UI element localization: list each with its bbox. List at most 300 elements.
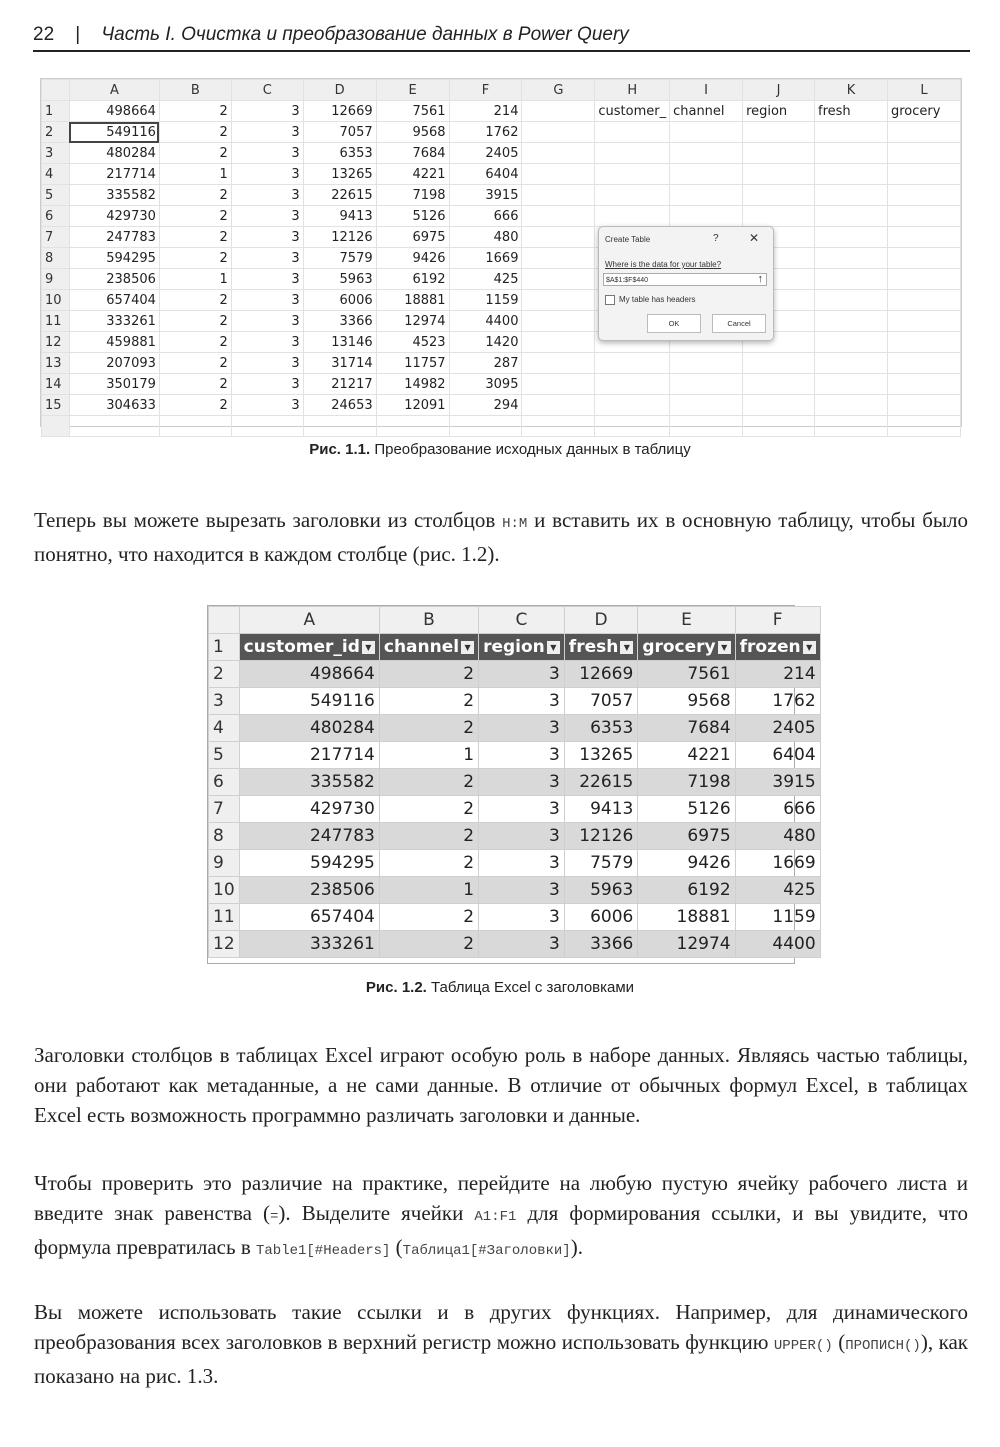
cell[interactable] (670, 374, 743, 395)
cell[interactable]: 9426 (376, 248, 449, 269)
cell[interactable]: 657404 (239, 904, 379, 931)
cell[interactable]: 3 (479, 715, 565, 742)
cell[interactable]: 11757 (376, 353, 449, 374)
cell[interactable]: 247783 (239, 823, 379, 850)
filter-dropdown-icon[interactable]: ▼ (362, 641, 375, 654)
filter-dropdown-icon[interactable]: ▼ (547, 641, 560, 654)
column-header-A[interactable]: A (69, 80, 159, 101)
cell[interactable]: 3 (231, 269, 303, 290)
cell[interactable]: 2 (159, 101, 231, 122)
cell[interactable]: 335582 (239, 769, 379, 796)
cell[interactable]: 2 (379, 904, 478, 931)
cell[interactable] (522, 353, 595, 374)
cell[interactable]: 6353 (303, 143, 376, 164)
cell[interactable] (743, 122, 815, 143)
cell[interactable] (887, 416, 960, 437)
range-input[interactable] (603, 273, 767, 286)
cell[interactable]: 7561 (638, 661, 735, 688)
cell[interactable]: 247783 (69, 227, 159, 248)
cell[interactable]: 24653 (303, 395, 376, 416)
cell[interactable]: 1669 (449, 248, 522, 269)
cell[interactable]: region (743, 101, 815, 122)
cell[interactable]: 2 (159, 353, 231, 374)
cell[interactable]: 350179 (69, 374, 159, 395)
cell[interactable]: 12126 (564, 823, 638, 850)
row-header[interactable]: 15 (42, 395, 70, 416)
filter-dropdown-icon[interactable]: ▼ (803, 641, 816, 654)
cell[interactable]: 2405 (449, 143, 522, 164)
row-header[interactable]: 6 (209, 769, 240, 796)
cell[interactable]: 2 (159, 143, 231, 164)
cell[interactable]: 6404 (735, 742, 820, 769)
cell[interactable]: 335582 (69, 185, 159, 206)
cell[interactable]: 2 (159, 227, 231, 248)
column-header-L[interactable]: L (887, 80, 960, 101)
cell[interactable] (670, 353, 743, 374)
cell[interactable]: 3 (479, 742, 565, 769)
cell[interactable] (522, 143, 595, 164)
cell[interactable] (522, 395, 595, 416)
cell[interactable] (887, 164, 960, 185)
column-header-I[interactable]: I (670, 80, 743, 101)
cell[interactable]: 1762 (735, 688, 820, 715)
cell[interactable] (887, 332, 960, 353)
cell[interactable]: 2 (379, 823, 478, 850)
column-header-B[interactable]: B (159, 80, 231, 101)
cell[interactable]: 1762 (449, 122, 522, 143)
cell[interactable]: 5126 (638, 796, 735, 823)
cell[interactable]: 18881 (638, 904, 735, 931)
cell[interactable]: 6975 (376, 227, 449, 248)
cell[interactable] (887, 143, 960, 164)
row-header[interactable]: 6 (42, 206, 70, 227)
cell[interactable] (887, 206, 960, 227)
cancel-button[interactable]: Cancel (712, 314, 766, 333)
cell[interactable] (887, 122, 960, 143)
cell[interactable]: 425 (735, 877, 820, 904)
column-header-C[interactable]: C (479, 607, 565, 634)
cell[interactable]: 2 (159, 395, 231, 416)
column-header-G[interactable]: G (522, 80, 595, 101)
cell[interactable]: 3 (231, 395, 303, 416)
column-header-J[interactable]: J (743, 80, 815, 101)
cell[interactable]: 12669 (303, 101, 376, 122)
column-header-D[interactable]: D (564, 607, 638, 634)
cell[interactable]: 2 (379, 850, 478, 877)
cell[interactable] (887, 290, 960, 311)
cell[interactable]: 13265 (303, 164, 376, 185)
cell[interactable]: 9568 (376, 122, 449, 143)
cell[interactable]: 294 (449, 395, 522, 416)
cell[interactable]: 217714 (69, 164, 159, 185)
cell[interactable] (743, 395, 815, 416)
cell[interactable]: 549116 (69, 122, 159, 143)
cell[interactable]: 657404 (69, 290, 159, 311)
cell[interactable]: 12669 (564, 661, 638, 688)
cell[interactable] (595, 122, 670, 143)
cell[interactable]: 3 (231, 101, 303, 122)
row-header[interactable]: 4 (209, 715, 240, 742)
row-header[interactable]: 9 (209, 850, 240, 877)
cell[interactable] (815, 416, 888, 437)
cell[interactable]: 7579 (303, 248, 376, 269)
header-cell-frozen[interactable] (735, 634, 820, 661)
cell[interactable] (670, 185, 743, 206)
cell[interactable] (815, 206, 888, 227)
row-header[interactable]: 1 (42, 101, 70, 122)
cell[interactable] (815, 290, 888, 311)
cell[interactable] (815, 122, 888, 143)
cell[interactable]: 4221 (638, 742, 735, 769)
cell[interactable]: 7198 (638, 769, 735, 796)
cell[interactable]: 238506 (239, 877, 379, 904)
cell[interactable]: 1 (159, 269, 231, 290)
cell[interactable]: 6975 (638, 823, 735, 850)
column-header-A[interactable]: A (239, 607, 379, 634)
cell[interactable]: 3 (231, 227, 303, 248)
cell[interactable]: 304633 (69, 395, 159, 416)
column-header-F[interactable]: F (735, 607, 820, 634)
cell[interactable]: 7198 (376, 185, 449, 206)
cell[interactable] (743, 416, 815, 437)
headers-checkbox[interactable] (605, 295, 615, 305)
cell[interactable] (595, 353, 670, 374)
cell[interactable]: 6192 (376, 269, 449, 290)
cell[interactable] (670, 416, 743, 437)
cell[interactable]: 3 (479, 850, 565, 877)
select-all-corner[interactable] (42, 80, 70, 101)
cell[interactable] (815, 311, 888, 332)
row-header[interactable]: 5 (42, 185, 70, 206)
ok-button[interactable]: OK (647, 314, 701, 333)
row-header[interactable]: 13 (42, 353, 70, 374)
filter-dropdown-icon[interactable]: ▼ (461, 641, 474, 654)
column-header-E[interactable]: E (376, 80, 449, 101)
row-header[interactable]: 1 (209, 634, 240, 661)
cell[interactable] (595, 185, 670, 206)
cell[interactable]: 7057 (303, 122, 376, 143)
header-cell-region[interactable] (479, 634, 565, 661)
cell[interactable] (815, 374, 888, 395)
row-header[interactable]: 9 (42, 269, 70, 290)
cell[interactable] (522, 164, 595, 185)
row-header[interactable]: 7 (42, 227, 70, 248)
cell[interactable]: 333261 (69, 311, 159, 332)
column-header-K[interactable]: K (815, 80, 888, 101)
row-header[interactable]: 11 (42, 311, 70, 332)
row-header[interactable]: 4 (42, 164, 70, 185)
cell[interactable] (522, 290, 595, 311)
row-header[interactable]: 14 (42, 374, 70, 395)
cell[interactable]: 9413 (564, 796, 638, 823)
cell[interactable]: 2 (379, 931, 478, 958)
row-header[interactable]: 10 (209, 877, 240, 904)
column-header-E[interactable]: E (638, 607, 735, 634)
cell[interactable]: 7561 (376, 101, 449, 122)
cell[interactable]: 3 (231, 185, 303, 206)
cell[interactable]: channel (670, 101, 743, 122)
cell[interactable]: 1 (379, 877, 478, 904)
cell[interactable]: 480 (449, 227, 522, 248)
cell[interactable]: 5126 (376, 206, 449, 227)
cell[interactable] (887, 374, 960, 395)
cell[interactable]: 1159 (449, 290, 522, 311)
cell[interactable]: 3 (231, 332, 303, 353)
row-header[interactable]: 2 (42, 122, 70, 143)
cell[interactable]: 2 (159, 185, 231, 206)
cell[interactable] (376, 416, 449, 437)
cell[interactable] (887, 311, 960, 332)
row-header[interactable]: 12 (42, 332, 70, 353)
cell[interactable]: 3 (231, 311, 303, 332)
cell[interactable]: 3 (231, 164, 303, 185)
cell[interactable]: 6006 (564, 904, 638, 931)
cell[interactable]: 214 (449, 101, 522, 122)
cell[interactable] (815, 395, 888, 416)
cell[interactable]: 1 (379, 742, 478, 769)
cell[interactable]: 3 (231, 374, 303, 395)
cell[interactable] (159, 416, 231, 437)
cell[interactable]: 480 (735, 823, 820, 850)
cell[interactable]: 3 (479, 796, 565, 823)
cell[interactable]: 2 (159, 122, 231, 143)
cell[interactable]: 594295 (239, 850, 379, 877)
cell[interactable] (815, 269, 888, 290)
cell[interactable]: 2 (159, 206, 231, 227)
header-cell-fresh[interactable] (564, 634, 638, 661)
cell[interactable]: 6353 (564, 715, 638, 742)
cell[interactable] (595, 164, 670, 185)
cell[interactable]: 1159 (735, 904, 820, 931)
cell[interactable]: 3 (479, 688, 565, 715)
cell[interactable] (887, 248, 960, 269)
cell[interactable]: 3 (479, 661, 565, 688)
cell[interactable] (815, 248, 888, 269)
cell[interactable]: fresh (815, 101, 888, 122)
cell[interactable]: 2 (379, 796, 478, 823)
cell[interactable]: 12126 (303, 227, 376, 248)
collapse-arrow-icon[interactable]: ↑ (757, 273, 763, 285)
cell[interactable] (303, 416, 376, 437)
cell[interactable]: 4221 (376, 164, 449, 185)
cell[interactable]: 3 (479, 769, 565, 796)
cell[interactable]: 2 (379, 769, 478, 796)
cell[interactable] (522, 227, 595, 248)
close-icon[interactable]: ✕ (749, 231, 760, 245)
cell[interactable]: 425 (449, 269, 522, 290)
cell[interactable]: 12091 (376, 395, 449, 416)
cell[interactable] (231, 416, 303, 437)
cell[interactable]: 3 (479, 877, 565, 904)
header-cell-customer_id[interactable] (239, 634, 379, 661)
cell[interactable] (522, 248, 595, 269)
cell[interactable] (522, 101, 595, 122)
cell[interactable] (522, 374, 595, 395)
cell[interactable]: 1 (159, 164, 231, 185)
cell[interactable]: 480284 (69, 143, 159, 164)
row-header[interactable]: 2 (209, 661, 240, 688)
cell[interactable]: 22615 (303, 185, 376, 206)
cell[interactable] (815, 353, 888, 374)
cell[interactable]: 3 (231, 143, 303, 164)
cell[interactable]: 498664 (69, 101, 159, 122)
cell[interactable]: 333261 (239, 931, 379, 958)
row-header[interactable]: 11 (209, 904, 240, 931)
cell[interactable]: 12974 (376, 311, 449, 332)
cell[interactable] (522, 332, 595, 353)
column-header-B[interactable]: B (379, 607, 478, 634)
cell[interactable]: 9568 (638, 688, 735, 715)
cell[interactable] (670, 122, 743, 143)
cell[interactable]: 1420 (449, 332, 522, 353)
column-header-C[interactable]: C (231, 80, 303, 101)
cell[interactable] (595, 395, 670, 416)
header-cell-channel[interactable] (379, 634, 478, 661)
cell[interactable]: 22615 (564, 769, 638, 796)
cell[interactable]: 3366 (564, 931, 638, 958)
cell[interactable] (887, 269, 960, 290)
cell[interactable]: 459881 (69, 332, 159, 353)
cell[interactable]: 1669 (735, 850, 820, 877)
select-all-corner[interactable] (209, 607, 240, 634)
column-header-F[interactable]: F (449, 80, 522, 101)
cell[interactable] (670, 143, 743, 164)
cell[interactable] (815, 164, 888, 185)
cell[interactable] (743, 353, 815, 374)
cell[interactable]: 5963 (303, 269, 376, 290)
cell[interactable]: 3 (231, 206, 303, 227)
filter-dropdown-icon[interactable]: ▼ (718, 641, 731, 654)
column-header-D[interactable]: D (303, 80, 376, 101)
cell[interactable] (815, 332, 888, 353)
cell[interactable]: 214 (735, 661, 820, 688)
row-header[interactable] (42, 416, 70, 437)
cell[interactable] (743, 206, 815, 227)
cell[interactable]: 498664 (239, 661, 379, 688)
row-header[interactable]: 3 (209, 688, 240, 715)
cell[interactable]: 3 (479, 904, 565, 931)
cell[interactable]: 666 (735, 796, 820, 823)
cell[interactable]: 3915 (449, 185, 522, 206)
cell[interactable]: 3 (231, 122, 303, 143)
cell[interactable]: 13146 (303, 332, 376, 353)
cell[interactable]: 2 (159, 248, 231, 269)
cell[interactable]: 238506 (69, 269, 159, 290)
cell[interactable] (815, 143, 888, 164)
cell[interactable]: 18881 (376, 290, 449, 311)
cell[interactable]: 5963 (564, 877, 638, 904)
cell[interactable] (670, 206, 743, 227)
row-header[interactable]: 8 (42, 248, 70, 269)
cell[interactable]: 13265 (564, 742, 638, 769)
cell[interactable]: 207093 (69, 353, 159, 374)
row-header[interactable]: 8 (209, 823, 240, 850)
cell[interactable] (887, 395, 960, 416)
cell[interactable]: 429730 (239, 796, 379, 823)
cell[interactable]: 14982 (376, 374, 449, 395)
cell[interactable] (595, 416, 670, 437)
cell[interactable] (815, 185, 888, 206)
cell[interactable] (743, 164, 815, 185)
cell[interactable]: 4400 (449, 311, 522, 332)
filter-dropdown-icon[interactable]: ▼ (620, 641, 633, 654)
cell[interactable]: 7057 (564, 688, 638, 715)
cell[interactable]: 3 (231, 290, 303, 311)
cell[interactable]: 3 (231, 353, 303, 374)
cell[interactable]: 21217 (303, 374, 376, 395)
cell[interactable]: 3 (479, 931, 565, 958)
cell[interactable] (743, 374, 815, 395)
cell[interactable]: customer_ (595, 101, 670, 122)
cell[interactable]: 12974 (638, 931, 735, 958)
cell[interactable] (522, 122, 595, 143)
cell[interactable]: 3095 (449, 374, 522, 395)
cell[interactable]: 666 (449, 206, 522, 227)
cell[interactable]: 2 (379, 688, 478, 715)
row-header[interactable]: 10 (42, 290, 70, 311)
cell[interactable]: 2 (159, 374, 231, 395)
cell[interactable] (887, 353, 960, 374)
cell[interactable]: 287 (449, 353, 522, 374)
cell[interactable]: 594295 (69, 248, 159, 269)
cell[interactable]: 429730 (69, 206, 159, 227)
column-header-H[interactable]: H (595, 80, 670, 101)
cell[interactable]: 3366 (303, 311, 376, 332)
row-header[interactable]: 12 (209, 931, 240, 958)
cell[interactable]: 4523 (376, 332, 449, 353)
cell[interactable]: 9426 (638, 850, 735, 877)
cell[interactable]: 2 (379, 715, 478, 742)
cell[interactable]: 217714 (239, 742, 379, 769)
cell[interactable]: 2 (159, 290, 231, 311)
cell[interactable] (887, 185, 960, 206)
cell[interactable]: 2 (159, 332, 231, 353)
cell[interactable] (595, 143, 670, 164)
cell[interactable] (522, 269, 595, 290)
row-header[interactable]: 3 (42, 143, 70, 164)
cell[interactable]: 7684 (638, 715, 735, 742)
cell[interactable] (670, 164, 743, 185)
cell[interactable] (522, 416, 595, 437)
cell[interactable] (522, 311, 595, 332)
cell[interactable]: 7684 (376, 143, 449, 164)
cell[interactable]: 4400 (735, 931, 820, 958)
cell[interactable]: 6404 (449, 164, 522, 185)
cell[interactable]: 3 (479, 823, 565, 850)
cell[interactable] (595, 374, 670, 395)
help-icon[interactable]: ? (713, 233, 719, 244)
cell[interactable]: 2 (379, 661, 478, 688)
cell[interactable]: 480284 (239, 715, 379, 742)
cell[interactable]: 6006 (303, 290, 376, 311)
cell[interactable]: grocery (887, 101, 960, 122)
header-cell-grocery[interactable] (638, 634, 735, 661)
cell[interactable]: 549116 (239, 688, 379, 715)
cell[interactable] (522, 206, 595, 227)
cell[interactable]: 6192 (638, 877, 735, 904)
cell[interactable]: 2405 (735, 715, 820, 742)
cell[interactable] (595, 206, 670, 227)
cell[interactable]: 3 (231, 248, 303, 269)
cell[interactable] (522, 185, 595, 206)
cell[interactable]: 2 (159, 311, 231, 332)
cell[interactable] (743, 185, 815, 206)
cell[interactable] (69, 416, 159, 437)
row-header[interactable]: 5 (209, 742, 240, 769)
cell[interactable] (449, 416, 522, 437)
cell[interactable]: 9413 (303, 206, 376, 227)
cell[interactable] (887, 227, 960, 248)
